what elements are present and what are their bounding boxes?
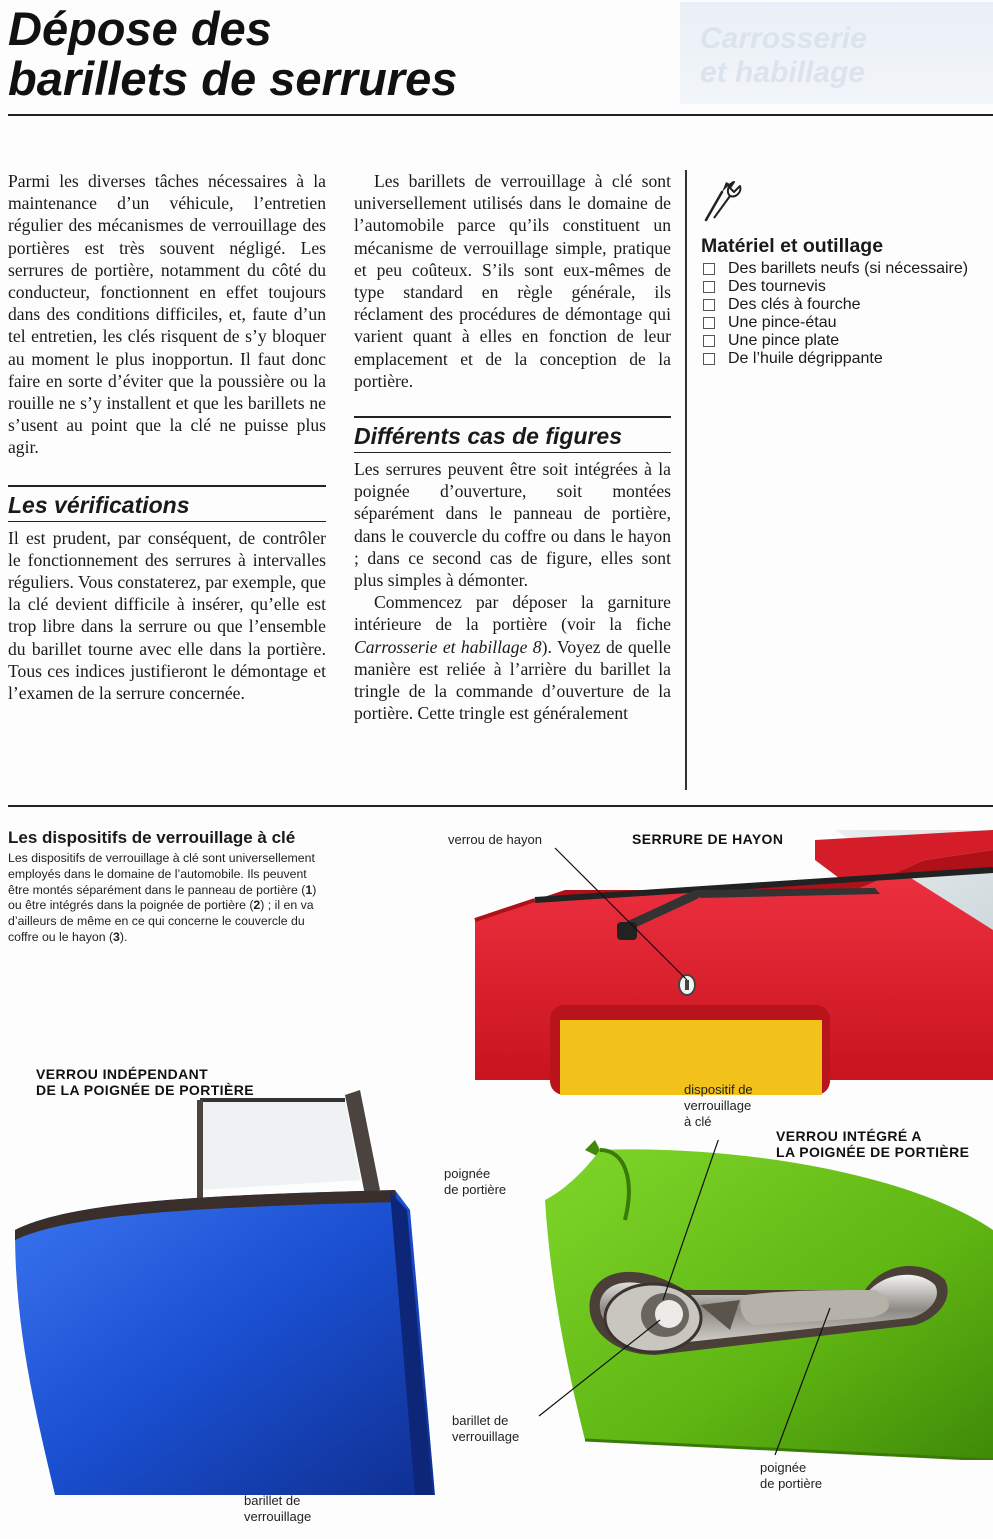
tool-item[interactable] [703, 332, 993, 350]
figure-divider [8, 805, 993, 807]
independent-lock-title [36, 1066, 254, 1098]
ghost-heading-line2: et habillage [700, 56, 866, 89]
label-key-lock-device [684, 1082, 753, 1130]
independent-lock-illustration [15, 1080, 465, 1495]
section-divider [354, 416, 671, 418]
label-line: de portière [444, 1182, 507, 1197]
tool-item-label: Une pince plate [728, 332, 840, 349]
tool-item[interactable] [703, 350, 993, 368]
cases-paragraph: Les serrures peuvent être soit intégrées à la poignée d’ouverture, soit montées séparément dans le panneau de portière, dans le couvercle du coffre ou dans le hayon ; dans ce second cas de figure, elles sont plus simples à démonter. [354, 459, 671, 591]
label-line: barillet de [452, 1413, 509, 1428]
column-middle [354, 170, 671, 724]
caption-number: 3 [113, 929, 120, 944]
page-title-line1: Dépose des [8, 2, 272, 55]
label-line: verrouillage [452, 1429, 520, 1444]
caption-part: ). [119, 929, 128, 944]
page-title-line2: barillets de serrures [8, 52, 458, 105]
title-divider [8, 114, 993, 116]
caption-part: ) ; il en va d’ailleurs de même en ce qui concerne le couvercle du coffre ou le hayon ( [8, 898, 314, 944]
tool-item-label: Des clés à fourche [728, 296, 861, 313]
step-text-before: Commencez par déposer la garniture intérieure de la portière (voir la fiche [354, 592, 671, 635]
caption-number: 2 [253, 898, 261, 913]
label-line: dispositif de [684, 1082, 753, 1097]
label-lock-barrel-integrated [452, 1413, 519, 1445]
checkbox[interactable] [703, 281, 715, 293]
tool-item[interactable] [703, 296, 993, 314]
checkbox[interactable] [703, 263, 715, 275]
integrated-lock-illustration [525, 1140, 993, 1460]
integrated-lock-title [776, 1128, 969, 1160]
tools-checklist [703, 260, 993, 368]
column-left [8, 170, 326, 704]
label-line: de portière [760, 1476, 823, 1491]
tool-item-label: Des tournevis [728, 278, 826, 295]
ghost-heading [700, 22, 867, 90]
title-line: VERROU INTÉGRÉ A [776, 1128, 922, 1144]
label-line: à clé [684, 1114, 712, 1129]
caption-part: Les dispositifs de verrouillage à clé sont universellement employés dans le domaine de l’automobile. Ils peuvent être montés séparément dans le panneau de portière ( [8, 851, 315, 897]
section-underline [354, 452, 671, 453]
label-tailgate-lock: verrou de hayon [448, 832, 542, 847]
section-heading-verifications: Les vérifications [8, 491, 190, 518]
figure-caption-title: Les dispositifs de verrouillage à clé [8, 828, 296, 847]
label-line: poignée [444, 1166, 491, 1181]
label-line: verrouillage [244, 1509, 312, 1524]
intro-paragraph: Parmi les diverses tâches nécessaires à la maintenance d’un véhicule, l’entretien régulier des mécanismes de verrouillage des portières est très souvent négligé. Les serrures de portière, notamment du côté du conducteur, fonctionnent en effet toujours dans des conditions difficiles, et, faute d’un tel entretien, les clés risquent de s’y bloquer au moment le plus inopportun. Il faut donc faire en sorte d’éviter que la poussière ou la rouille ne s’y installent et que les barillets ne s’usent au point que la clé ne puisse plus agir. [8, 171, 326, 458]
caption-number: 1 [305, 882, 313, 897]
section-divider [8, 485, 326, 487]
tailgate-illustration-title: SERRURE DE HAYON [632, 831, 784, 847]
reference-sheet: Carrosserie et habillage 8 [354, 636, 542, 657]
section-underline [8, 521, 326, 522]
label-lock-barrel [244, 1493, 311, 1525]
verifications-paragraph: Il est prudent, par conséquent, de contrôler le fonctionnement des serrures à intervalles réguliers. Vous constaterez, par exemple, que la clé devient difficile à insérer, qu’elle est trop libre dans la serrure ou que l’ensemble du barillet tourne avec elle dans la portière. Tous ces indices justifieront le démontage et l’examen de la serrure concernée. [8, 527, 326, 704]
wrench-screwdriver-icon [700, 172, 748, 224]
label-line: barillet de [244, 1493, 301, 1508]
tool-item-label: Des barillets neufs (si nécessaire) [728, 260, 969, 277]
checkbox[interactable] [703, 353, 715, 365]
checkbox[interactable] [703, 299, 715, 311]
tailgate-illustration [455, 830, 993, 1095]
ghost-heading-line1: Carrosserie [700, 22, 867, 55]
label-line: poignée [760, 1460, 807, 1475]
figure-caption-text [8, 851, 328, 946]
barrels-paragraph: Les barillets de verrouillage à clé sont universellement utilisés dans le domaine de l’automobile parce qu’ils constituent un mécanisme de verrouillage simple, pratique et peu coûteux. S’ils sont eux-mêmes de type standard en règle générale, ils réclament des procédures de démontage qui varient quant à elles en fonction de leur emplacement et de la conception de la portière. [354, 171, 671, 391]
checkbox[interactable] [703, 317, 715, 329]
tool-item[interactable] [703, 314, 993, 332]
step-paragraph [354, 591, 671, 724]
label-line: verrouillage [684, 1098, 752, 1113]
label-door-handle-integrated [760, 1460, 822, 1492]
tool-item-label: De l’huile dégrippante [728, 350, 883, 367]
checkbox[interactable] [703, 335, 715, 347]
column-divider [685, 170, 687, 790]
tool-item[interactable] [703, 260, 993, 278]
title-line: DE LA POIGNÉE DE PORTIÈRE [36, 1082, 254, 1098]
section-heading-cases: Différents cas de figures [354, 423, 623, 450]
title-line: LA POIGNÉE DE PORTIÈRE [776, 1144, 970, 1160]
tool-item-label: Une pince-étau [728, 314, 837, 331]
step-text-after: ). Voyez de quelle manière est reliée à l’arrière du barillet la tringle de la commande d’ouverture de la portière. Cette tringle est généralement [354, 636, 671, 724]
page-title [8, 4, 457, 104]
caption-part: ) ou être intégrés dans la poignée de portière ( [8, 882, 317, 913]
label-door-handle [444, 1166, 506, 1198]
tools-title: Matériel et outillage [701, 235, 884, 257]
title-line: VERROU INDÉPENDANT [36, 1066, 209, 1082]
tool-item[interactable] [703, 278, 993, 296]
